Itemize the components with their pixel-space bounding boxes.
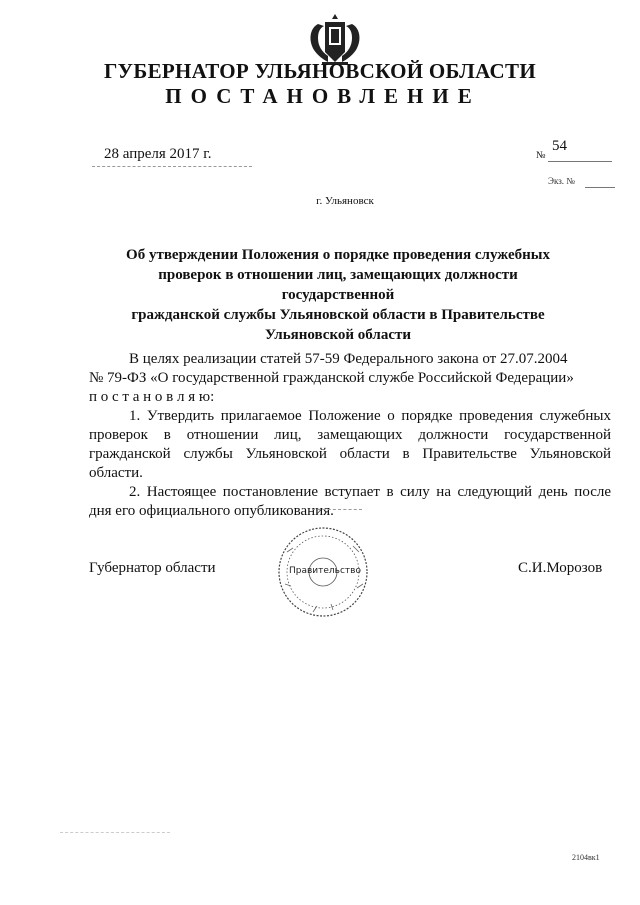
copy-number-label: Экз. № <box>548 176 575 186</box>
document-type: ПОСТАНОВЛЕНИЕ <box>165 84 481 108</box>
document-number: 54 <box>552 138 567 154</box>
subject-line: проверок в отношении лиц, замещающих должности государственной <box>158 267 518 303</box>
decree-word: п о с т а н о в л я ю: <box>89 389 215 405</box>
document-subject <box>110 245 566 345</box>
subject-line: Об утверждении Положения о порядке проведения служебных <box>126 247 550 263</box>
intro-paragraph: В целях реализации статей 57-59 Федерального закона от 27.07.2004 <box>129 351 568 367</box>
document-code: 2104вк1 <box>572 853 600 862</box>
text-underdash <box>312 509 362 510</box>
document-body <box>89 350 611 521</box>
document-date: 28 апреля 2017 г. <box>104 146 212 162</box>
copy-number-underline <box>585 187 615 188</box>
signatory-name: С.И.Морозов <box>518 560 603 576</box>
item-2: 2. Настоящее постановление вступает в силу на следующий день после дня его официального опубликования. <box>89 484 611 519</box>
subject-line: гражданской службы Ульяновской области в Правительстве <box>131 307 545 323</box>
signatory-position: Губернатор области <box>89 560 216 576</box>
footer-dash <box>60 832 170 833</box>
organization-title: ГУБЕРНАТОР УЛЬЯНОВСКОЙ ОБЛАСТИ <box>104 59 536 83</box>
date-underline <box>92 166 252 167</box>
number-underline <box>548 161 612 162</box>
seal-text: Правительство <box>289 566 361 576</box>
subject-line: Ульяновской области <box>264 327 412 343</box>
intro-paragraph-cont: № 79-ФЗ «О государственной гражданской службе Российской Федерации» <box>89 370 574 386</box>
item-1: 1. Утвердить прилагаемое Положение о порядке проведения служебных проверок в отношении лиц, замещающих должности государственной гражданской службы Ульяновской области в Правительстве Ульяновской области. <box>89 408 611 481</box>
number-sign: № <box>536 150 546 161</box>
city: г. Ульяновск <box>316 195 374 207</box>
